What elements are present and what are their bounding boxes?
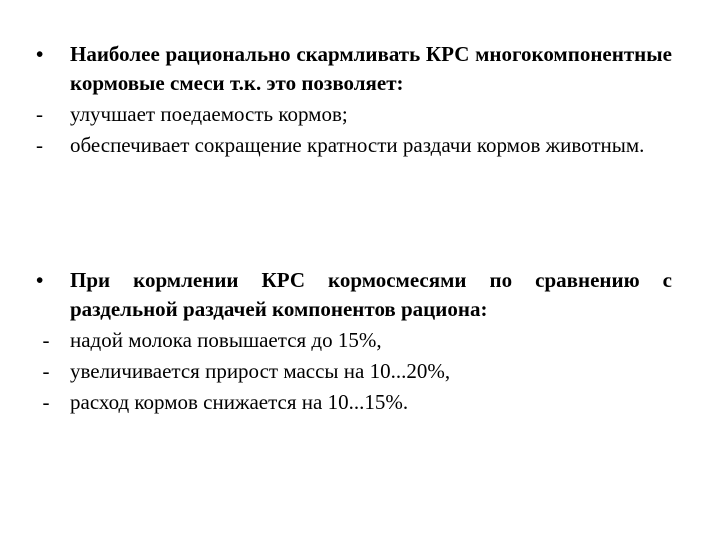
section-feeding-results	[36, 266, 672, 417]
heading-text: При кормлении КРС кормосмесями по сравнению с раздельной раздачей компонентов рациона:	[70, 268, 672, 321]
dash-marker: -	[42, 359, 50, 383]
list-item	[36, 388, 672, 417]
section-heading	[36, 266, 672, 324]
section-heading	[36, 40, 672, 98]
list-item	[36, 100, 672, 129]
dash-marker: -	[36, 102, 43, 126]
section-feed-mixes	[36, 40, 672, 160]
list-item-text: улучшает поедаемость кормов;	[70, 102, 348, 126]
dash-marker: -	[42, 390, 50, 414]
list-item-text: увеличивается прирост массы на 10...20%,	[70, 359, 451, 383]
list-item-text: обеспечивает сокращение кратности раздачи кормов животным.	[70, 133, 645, 157]
list-item	[36, 357, 672, 386]
bullet-marker: •	[36, 268, 44, 292]
bullet-marker: •	[36, 42, 44, 66]
list-item	[36, 131, 672, 160]
list-item-text: расход кормов снижается на 10...15%.	[70, 390, 409, 414]
heading-text: Наиболее рационально скармливать КРС многокомпонентные кормовые смеси т.к. это позволяет:	[70, 42, 672, 95]
list-item-text: надой молока повышается до 15%,	[70, 328, 382, 352]
dash-marker: -	[36, 133, 43, 157]
dash-marker: -	[42, 328, 50, 352]
list-item	[36, 326, 672, 355]
